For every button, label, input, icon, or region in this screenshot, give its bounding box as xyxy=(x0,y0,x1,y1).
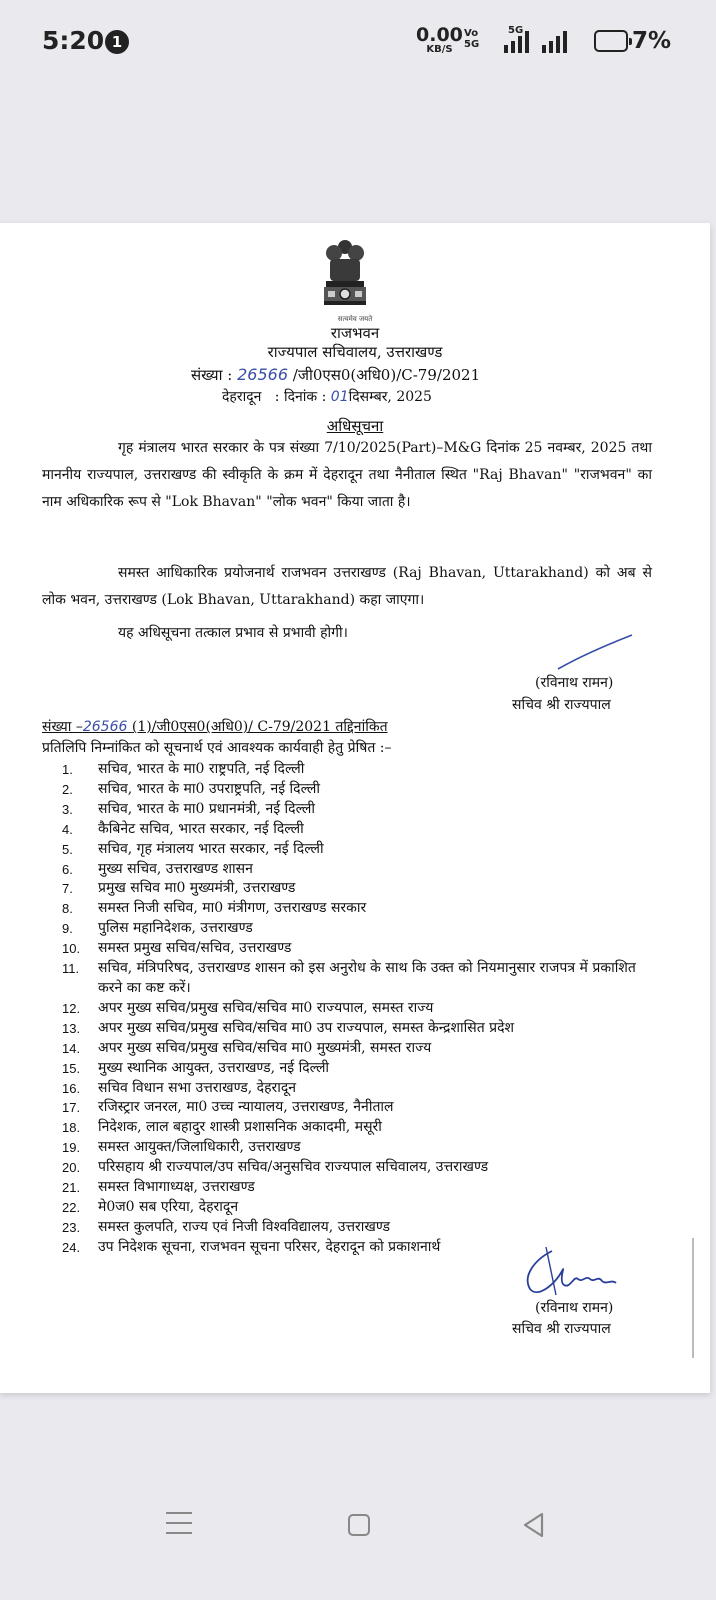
list-item: 11. सचिव, मंत्रिपरिषद, उत्तराखण्ड शासन को इस अनुरोध के साथ कि उक्त को नियमानुसार राजपत्र में प्रकाशित करने का कष्ट करें। xyxy=(62,960,636,996)
battery-percent: 7% xyxy=(632,28,672,54)
list-item: 12. अपर मुख्य सचिव/प्रमुख सचिव/सचिव मा0 राज्यपाल, समस्त राज्य xyxy=(62,999,434,1016)
list-item: 1. सचिव, भारत के मा0 राष्ट्रपति, नई दिल्ली xyxy=(62,761,305,777)
handwritten-signature-icon xyxy=(516,1245,626,1300)
date-prefix: : दिनांक : xyxy=(274,389,327,405)
network-speed-value: 0.00 xyxy=(416,24,463,46)
list-item: 9. पुलिस महानिदेशक, उत्तराखण्ड xyxy=(62,920,253,937)
signatory-name-2: (रविनाथ रामन) xyxy=(535,1300,614,1316)
list-item: 10. समस्त प्रमुख सचिव/सचिव, उत्तराखण्ड xyxy=(62,940,292,957)
scan-edge xyxy=(692,1238,694,1358)
national-emblem-icon xyxy=(318,237,372,317)
list-item: 17. रजिस्ट्रार जनरल, मा0 उच्च न्यायालय, उत्तराखण्ड, नैनीताल xyxy=(62,1099,394,1116)
status-bar xyxy=(0,0,716,84)
copy-reference-prefix: संख्या – xyxy=(42,719,83,735)
list-item: 4. कैबिनेट सचिव, भारत सरकार, नई दिल्ली xyxy=(62,820,304,837)
signatory-designation-2: सचिव श्री राज्यपाल xyxy=(512,1321,611,1337)
reference-suffix: /जी0एस0(अधि0)/C-79/2021 xyxy=(292,366,481,384)
place-date-line xyxy=(222,387,432,406)
date-suffix: दिसम्बर, 2025 xyxy=(348,389,432,405)
list-item: 16. सचिव विधान सभा उत्तराखण्ड, देहरादून xyxy=(62,1079,297,1096)
list-item: 6. मुख्य सचिव, उत्तराखण्ड शासन xyxy=(62,860,253,877)
list-item: 22. मे0ज0 सब एरिया, देहरादून xyxy=(62,1198,239,1215)
back-icon[interactable] xyxy=(522,1512,546,1538)
network-speed xyxy=(416,26,463,55)
recent-apps-icon[interactable] xyxy=(166,1512,192,1536)
document-page[interactable] xyxy=(0,223,710,1393)
copy-intro: प्रतिलिपि निम्नांकित को सूचनार्थ एवं आवश्यक कार्यवाही हेतु प्रेषित :– xyxy=(42,740,392,756)
network-speed-unit: KB/S xyxy=(426,44,453,55)
date-handwritten-day: 01 xyxy=(330,389,349,405)
signatory-designation: सचिव श्री राज्यपाल xyxy=(512,697,611,713)
notification-subject: अधिसूचना xyxy=(326,417,384,435)
reference-prefix: संख्या : xyxy=(191,366,233,384)
list-item: 20. परिसहाय श्री राज्यपाल/उप सचिव/अनुसचिव राज्यपाल सचिवालय, उत्तराखण्ड xyxy=(62,1159,489,1176)
battery-icon xyxy=(594,30,628,52)
notification-paragraph-1: गृह मंत्रालय भारत सरकार के पत्र संख्या 7/10/2025(Part)–M&G दिनांक 25 नवम्बर, 2025 तथा माननीय राज्यपाल, उत्तराखण्ड की स्वीकृति के क्रम में देहरादून तथा नैनीताल स्थित "Raj Bhavan" "राजभवन" का नाम अधिकारिक रूप से "Lok Bhavan" "लोक भवन" किया जाता है। xyxy=(42,440,652,510)
list-item: 15. मुख्य स्थानिक आयुक्त, उत्तराखण्ड, नई दिल्ली xyxy=(62,1059,330,1076)
list-item: 21. समस्त विभागाध्यक्ष, उत्तराखण्ड xyxy=(62,1179,255,1196)
signal-icon-sim1 xyxy=(504,31,529,53)
volte-top: Vo xyxy=(464,28,479,39)
list-item: 5. सचिव, गृह मंत्रालय भारत सरकार, नई दिल्ली xyxy=(62,840,324,857)
notification-count-icon: 1 xyxy=(105,30,129,54)
signatory-name: (रविनाथ रामन) xyxy=(535,675,614,691)
list-item: 3. सचिव, भारत के मा0 प्रधानमंत्री, नई दिल्ली xyxy=(62,800,316,817)
notification-paragraph-3: यह अधिसूचना तत्काल प्रभाव से प्रभावी होगी। xyxy=(118,625,348,641)
status-time: 5:20 xyxy=(42,26,105,55)
copy-reference-number xyxy=(42,717,388,736)
place: देहरादून xyxy=(222,389,262,405)
reference-number xyxy=(191,365,480,385)
emblem-caption: सत्यमेव जयते xyxy=(337,315,373,323)
list-item: 18. निदेशक, लाल बहादुर शास्त्री प्रशासनिक अकादमी, मसूरी xyxy=(62,1119,382,1136)
list-item: 8. समस्त निजी सचिव, मा0 मंत्रीगण, उत्तराखण्ड सरकार xyxy=(62,900,367,917)
signature-stroke-icon xyxy=(556,633,636,673)
office-name: राजभवन xyxy=(330,324,380,342)
network-type-label: 5G xyxy=(508,25,524,36)
notification-paragraph-2: समस्त आधिकारिक प्रयोजनार्थ राजभवन उत्तराखण्ड (Raj Bhavan, Uttarakhand) को अब से लोक भवन, उत्तराखण्ड (Lok Bhavan, Uttarakhand) कहा जाएगा। xyxy=(42,565,652,608)
list-item: 2. सचिव, भारत के मा0 उपराष्ट्रपति, नई दिल्ली xyxy=(62,780,321,797)
reference-handwritten-number: 26566 xyxy=(237,365,289,384)
list-item: 14. अपर मुख्य सचिव/प्रमुख सचिव/सचिव मा0 मुख्यमंत्री, समस्त राज्य xyxy=(62,1039,432,1056)
list-item: 24. उप निदेशक सूचना, राजभवन सूचना परिसर, देहरादून को प्रकाशनार्थ xyxy=(62,1238,441,1255)
list-item: 19. समस्त आयुक्त/जिलाधिकारी, उत्तराखण्ड xyxy=(62,1139,301,1156)
list-item: 13. अपर मुख्य सचिव/प्रमुख सचिव/सचिव मा0 उप राज्यपाल, समस्त केन्द्रशासित प्रदेश xyxy=(62,1019,515,1036)
volte-bottom: 5G xyxy=(464,39,480,50)
list-item: 7. प्रमुख सचिव मा0 मुख्यमंत्री, उत्तराखण्ड xyxy=(62,880,296,897)
recipients-list xyxy=(62,760,652,1258)
copy-reference-handwritten: 26566 xyxy=(82,719,128,735)
home-icon[interactable] xyxy=(348,1514,370,1536)
list-item: 23. समस्त कुलपति, राज्य एवं निजी विश्वविद्यालय, उत्तराखण्ड xyxy=(62,1218,390,1235)
secretariat-name: राज्यपाल सचिवालय, उत्तराखण्ड xyxy=(267,343,443,361)
copy-reference-suffix: (1)/जी0एस0(अधि0)/ C-79/2021 तद्दिनांकित xyxy=(131,719,388,735)
signal-icon-sim2 xyxy=(542,31,567,53)
volte-icon xyxy=(464,28,479,50)
